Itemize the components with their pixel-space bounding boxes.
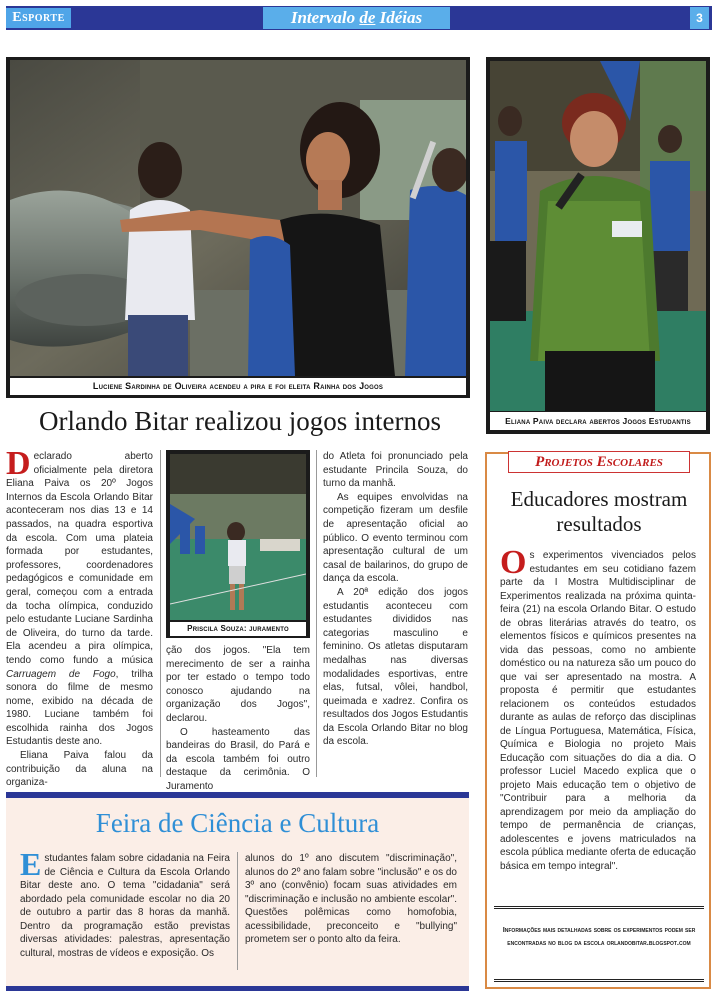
main-photo-caption: Luciene Sardinha de Oliveira acendeu a pira e foi eleita Rainha dos Jogos [10,378,466,395]
projetos-blog-note: Informações mais detalhadas sobre os experimentos podem ser encontradas no blog da escola orlandobitar.blogspot.com [494,906,704,982]
page-number: 3 [690,7,709,29]
column-divider [316,450,317,777]
article-col2-para2: O hasteamento das bandeiras do Brasil, do Pará e da escola também foi outro destaque da cerimônia. O Juramento [166,726,310,792]
title-word-3: Idéias [379,8,423,27]
feira-col1-text: studantes falam sobre cidadania na Feira de Ciência e Cultura da Escola Orlando Bitar deste ano. O tema "cidadania" será abordado pela comunidade escolar no dia 20 de outubro a partir das 8 horas da manhã. Dentro da programação estão previstas diversas atividades: palestras, apresentação cultural, mostras de vídeos e exposição. Os [20,853,230,959]
column-divider [237,852,238,970]
article-col1-para2: Eliana Paiva falou da contribuição da aluna na organiza- [6,750,153,789]
drop-cap: O [500,544,527,581]
feira-headline: Feira de Ciência e Cultura [95,808,380,838]
projetos-text: s experimentos vivenciados pelos estudantes em seu cotidiano fazem parte da I Mostra Multidisciplinar de Experimentos realizada na próxima quinta-feira (21) na escola Orlando Bitar. O estudo de obras literárias através do teatro, os elementos físicos e químicos presentes na vida das pessoas, como no ambiente doméstico ou na natureza são um pouco do que vai ser apresentado na mostra. A proposta é permitir que estudantes relacionem os conteúdos estudados durante as aulas de reforço das disciplinas de Língua Portuguesa, Matemática, Física, Química e Biologia no projeto Mais Educação com situações do dia a dia. O professor Luciel Macedo explica que o projeto Mais educação tem o objetivo de "Contribuir para a melhoria da aprendizagem por meio da ampliação do tempo de permanência de crianças, adolescentes e jovens matriculados na escola pública mediante oferta de educação básica em tempo integral". [500,550,696,872]
feira-column-1 [20,846,230,960]
newspaper-title [263,7,450,29]
small-photo-caption: Priscila Souza: juramento [170,622,306,636]
main-photo [10,60,466,376]
article-col3-para1: do Atleta foi pronunciado pela estudante Princila Souza, do turno da manhã. [323,451,468,490]
projetos-tag: Projetos Escolares [508,451,690,473]
article-column-2 [166,644,310,794]
article-column-3 [323,450,468,749]
right-photo [490,61,706,411]
feira-bottom-bar [6,986,469,991]
drop-cap: D [6,445,31,482]
feira-column-2: alunos do 1º ano discutem "discriminação", alunos do 2º ano falam sobre "inclusão" e os do 3º ano (convênio) focam suas atividades em "discriminação e inclusão no ambiente escolar". Questões polêmicas como homofobia, acessibilidade, preconceito e "bullying" prometem ser o ponto alto da feira. [245,853,457,945]
article-col1-text-end: , trilha sonora do filme de mesmo nome, exibido na década de 1980. Luciane também foi escolhida rainha dos Jogos Estudantis deste ano. [6,668,153,748]
projetos-body [500,544,696,873]
title-word-1: Intervalo [290,8,356,27]
right-photo-caption: Eliana Paiva declara abertos Jogos Estudantis [490,412,706,430]
article-col3-para3: A 20ª edição dos jogos estudantis aconteceu com estudantes divididos nas categorias masculino e feminino. Os atletas disputaram medalhas nas diversas modalidades esportivas, entre elas, futsal, vôlei, handbol, queimada e xadrez. Confira os resultados dos Jogos Estudantis da Escola Orlando Bitar no blog da escola. [323,586,468,748]
article-col2-para1: ção dos jogos. "Ela tem merecimento de ser a rainha por ter estado o tempo todo conosco ajudando na organização dos Jogos", declarou. [166,645,310,724]
article-col1-text: eclarado aberto oficialmente pela diretora Eliana Paiva os 20º Jogos Internos da Escola Orlando Bitar aconteceram nos dias 13 e 14 passados, na quadra esportiva da escola. Com uma plateia formada por estudantes, professores, coordenadores pedagógicos e comunidade em geral, começou com a entrada da tocha olímpica, conduzido pelo estudante Luciane Sardinha de Oliveira, do turno da tarde. Ela acendeu a pira olímpica, tendo como fundo a música [6,451,153,666]
speaker-image [490,61,706,411]
torch-lighting-image [10,60,466,376]
projetos-headline: Educadores mostram resultados [510,487,688,536]
title-word-2: de [359,8,376,27]
music-title: Carruagem de Fogo [6,668,116,680]
small-photo [170,454,306,620]
column-divider [160,450,161,777]
section-label: Esporte [6,8,71,28]
article-headline: Orlando Bitar realizou jogos internos [39,406,441,436]
article-col3-para2: As equipes envolvidas na competição fizeram um desfile de apresentação oficial ao público. O evento terminou com apresentação cultural de um casal de bailarinos, do grupo de dança da escola. [323,491,468,585]
oath-image [170,454,306,620]
article-column-1 [6,445,153,790]
drop-cap: E [20,846,42,882]
